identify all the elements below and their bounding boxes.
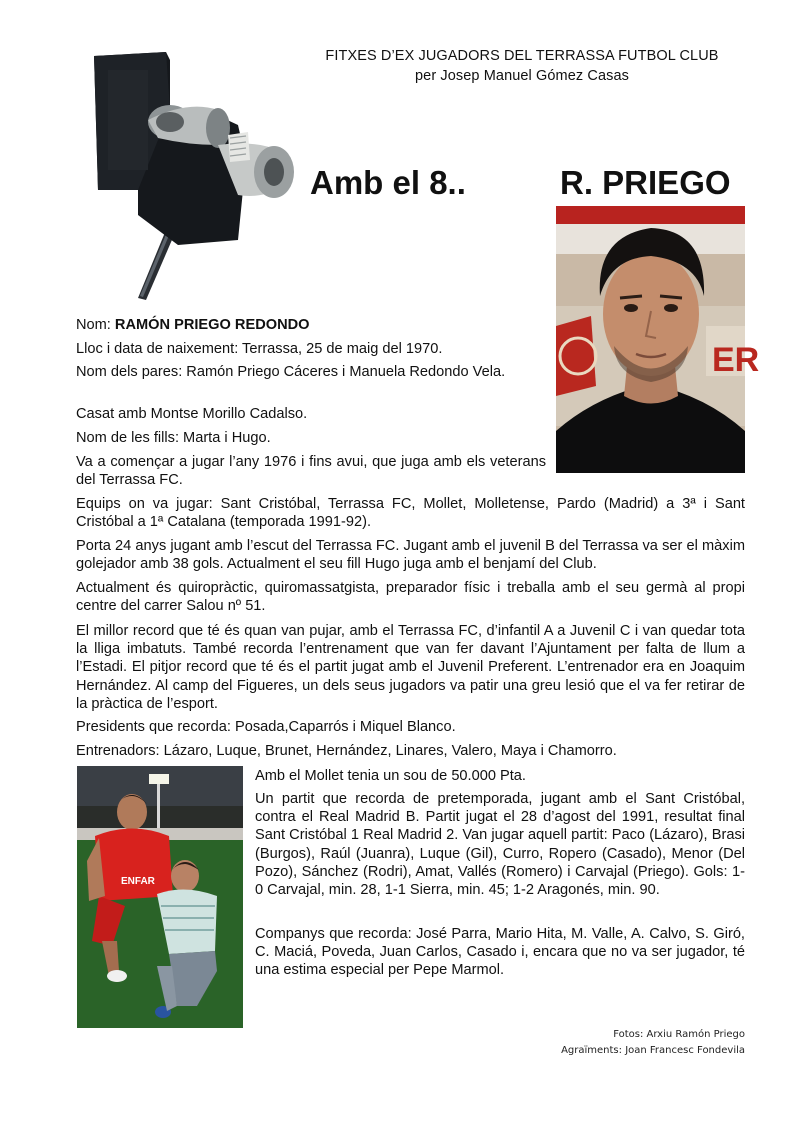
bio-memory: El millor record que té és quan van pujar, amb el Terrassa FC, d’infantil A a Juvenil C i van quedar tota la lliga imbatuts. També recorda l’entrenament que van fer davant l’Ajuntament per falta de llum a l’Estadi. El pitjor record que té és el partit jugat amb el Juvenil Preferent. L’entrenador era en Joaquim Hernández. Al camp del Figueres, un dels seus jugadors va patir una greu lesió que el va fer retirar de la pràctica de l’esport. (76, 623, 745, 712)
jersey-number-heading: Amb el 8.. (310, 164, 466, 201)
player-portrait-photo (556, 206, 760, 473)
name-label: Nom: (76, 317, 115, 333)
bio-children: Nom de les fills: Marta i Hugo. (76, 430, 271, 446)
bio-started: Va a començar a jugar l’any 1976 i fins avui, que juga amb els veterans del Terrassa FC. (76, 454, 546, 489)
background-lettering: ER (712, 341, 760, 379)
name-value: RAMÓN PRIEGO REDONDO (114, 317, 310, 333)
bio-name (76, 316, 546, 334)
bio-coaches: Entrenadors: Lázaro, Luque, Brunet, Hernández, Linares, Valero, Maya i Chamorro. (76, 743, 617, 759)
bio-parents: Nom dels pares: Ramón Priego Cáceres i Manuela Redondo Vela. (76, 364, 506, 380)
bio-married: Casat amb Montse Morillo Cadalso. (76, 406, 308, 422)
photo-credits (561, 1027, 745, 1059)
bio-birth: Lloc i data de naixement: Terrassa, 25 de maig del 1970. (76, 341, 443, 357)
bio-salary: Amb el Mollet tenia un sou de 50.000 Pta. (255, 768, 526, 784)
bio-presidents: Presidents que recorda: Posada,Caparrós i Miquel Blanco. (76, 719, 456, 735)
player-with-son-photo (77, 766, 243, 1028)
author-line: per Josep Manuel Gómez Casas (415, 68, 629, 84)
series-title: FITXES D’EX JUGADORS DEL TERRASSA FUTBOL CLUB (325, 48, 719, 64)
player-heading: R. PRIEGO (560, 164, 731, 201)
shirt-text: ENFAR (121, 876, 155, 887)
bio-teams: Equips on va jugar: Sant Cristóbal, Terrassa FC, Mollet, Molletense, Pardo (Madrid) a 3ª i Sant Cristóbal a 1ª Catalana (temporada 1991-92). (76, 496, 745, 531)
bio-match: Un partit que recorda de pretemporada, jugant amb el Sant Cristóbal, contra el Real Madrid B. Partit jugat el 28 d’agost del 1991, resultat final Sant Cristóbal 1 Real Madrid 2. Van jugar aquell partit: Paco (Lázaro), Brasi (Burgos), Raúl (Juanra), Luque (Gil), Curro, Ropero (Casado), Menor (Del Pozo), Sánchez (Rodri), Amat, Vallés (Romero) i Carvajal (Priego). Gols: 1-0 Carvajal, min. 28, 1-1 Sierra, min. 45; 1-2 Aragonés, min. 90. (255, 791, 745, 899)
page-header (300, 46, 744, 86)
bio-currently: Actualment és quiropràctic, quiromassatgista, preparador físic i treballa amb el seu germà al propi centre del carrer Salou nº 51. (76, 580, 745, 615)
bio-teammates: Companys que recorda: José Parra, Mario Hita, M. Valle, A. Calvo, S. Giró, C. Maciá, Poveda, Juan Carlos, Casado i, encara que no va ser jugador, té una estima especial per Pepe Marmol. (255, 926, 745, 979)
acknowledgements: Agraïments: Joan Francesc Fondevila (561, 1045, 745, 1056)
megaphone-icon (78, 50, 300, 300)
bio-years: Porta 24 anys jugant amb l’escut del Terrassa FC. Jugant amb el juvenil B del Terrassa va ser el màxim golejador amb 38 gols. Actualment el seu fill Hugo juga amb el benjamí del Club. (76, 538, 745, 573)
photos-credit: Fotos: Arxiu Ramón Priego (613, 1029, 745, 1040)
